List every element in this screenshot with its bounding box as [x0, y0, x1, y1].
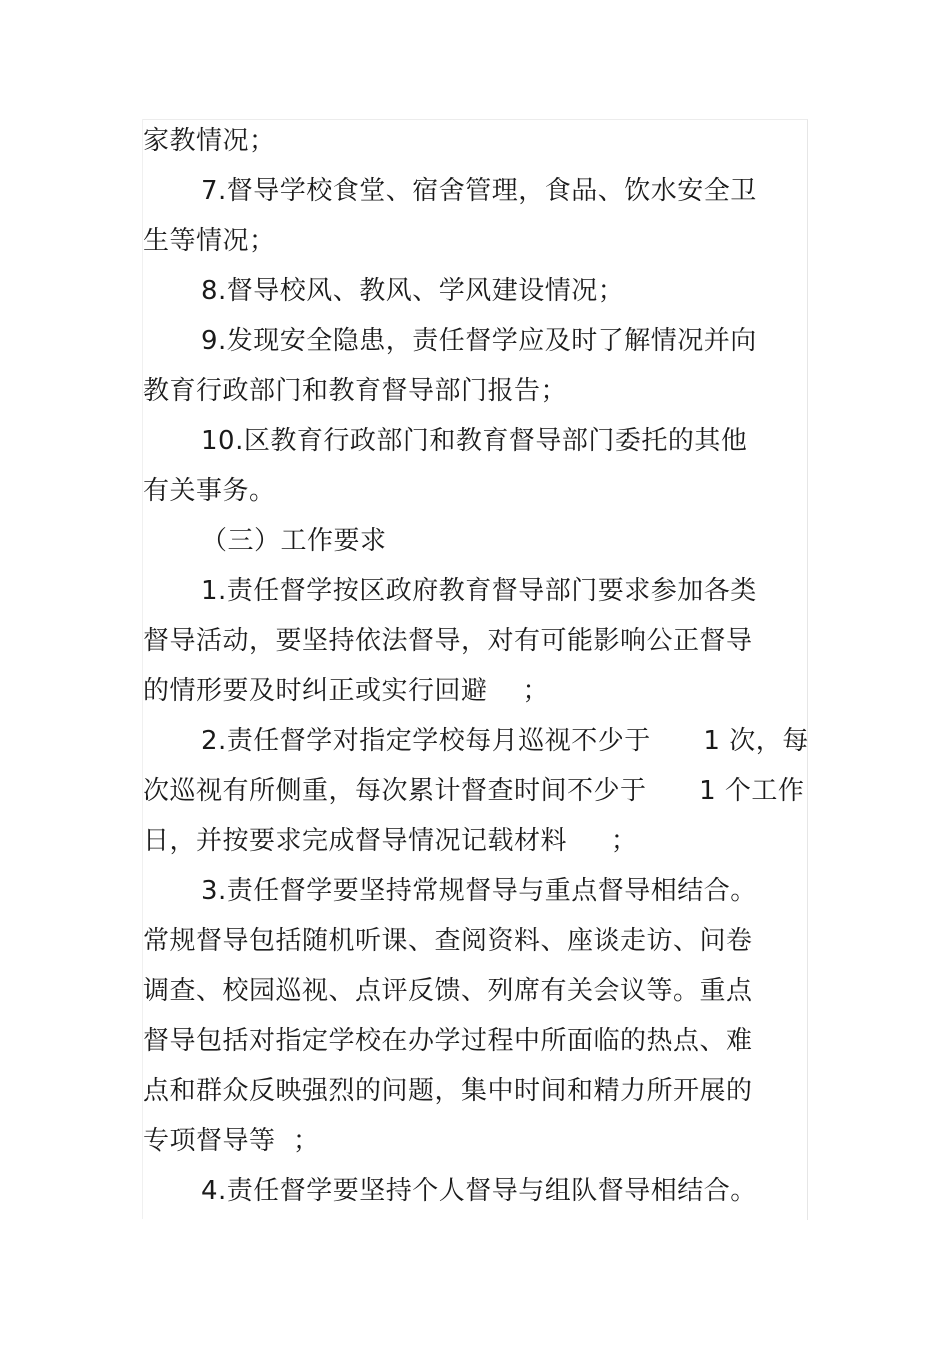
text-line: 4.责任督学要坚持个人督导与组队督导相结合。 — [201, 1176, 757, 1206]
text-line: 教育行政部门和教育督导部门报告； — [143, 376, 568, 406]
text-line: 9.发现安全隐患，责任督学应及时了解情况并向 — [201, 326, 757, 356]
text-line: 2.责任督学对指定学校每月巡视不少于 1 次，每 — [201, 726, 809, 756]
text-line: 次巡视有所侧重，每次累计督查时间不少于 1 个工作 — [143, 776, 805, 806]
text-line: 的情形要及时纠正或实行回避 ； — [143, 676, 550, 706]
text-line: 督导活动，要坚持依法督导，对有可能影响公正督导 — [143, 626, 753, 656]
text-line: 调查、校园巡视、点评反馈、列席有关会议等。重点 — [143, 976, 753, 1006]
text-line: 生等情况； — [143, 226, 276, 256]
text-line: 8.督导校风、教风、学风建设情况； — [201, 276, 625, 306]
text-line: 常规督导包括随机听课、查阅资料、座谈走访、问卷 — [143, 926, 753, 956]
text-line: 家教情况； — [143, 126, 276, 156]
text-line: 专项督导等 ； — [143, 1126, 320, 1156]
text-line: 1.责任督学按区政府教育督导部门要求参加各类 — [201, 576, 757, 606]
text-line: 有关事务。 — [143, 476, 276, 506]
text-line: 7.督导学校食堂、宿舍管理，食品、饮水安全卫 — [201, 176, 757, 206]
text-line: 督导包括对指定学校在办学过程中所面临的热点、难 — [143, 1026, 753, 1056]
text-line: 3.责任督学要坚持常规督导与重点督导相结合。 — [201, 876, 757, 906]
text-line: 日，并按要求完成督导情况记载材料 ； — [143, 826, 638, 856]
section-heading: （三）工作要求 — [201, 526, 387, 556]
text-line: 10.区教育行政部门和教育督导部门委托的其他 — [201, 426, 748, 456]
text-line: 点和群众反映强烈的问题，集中时间和精力所开展的 — [143, 1076, 753, 1106]
